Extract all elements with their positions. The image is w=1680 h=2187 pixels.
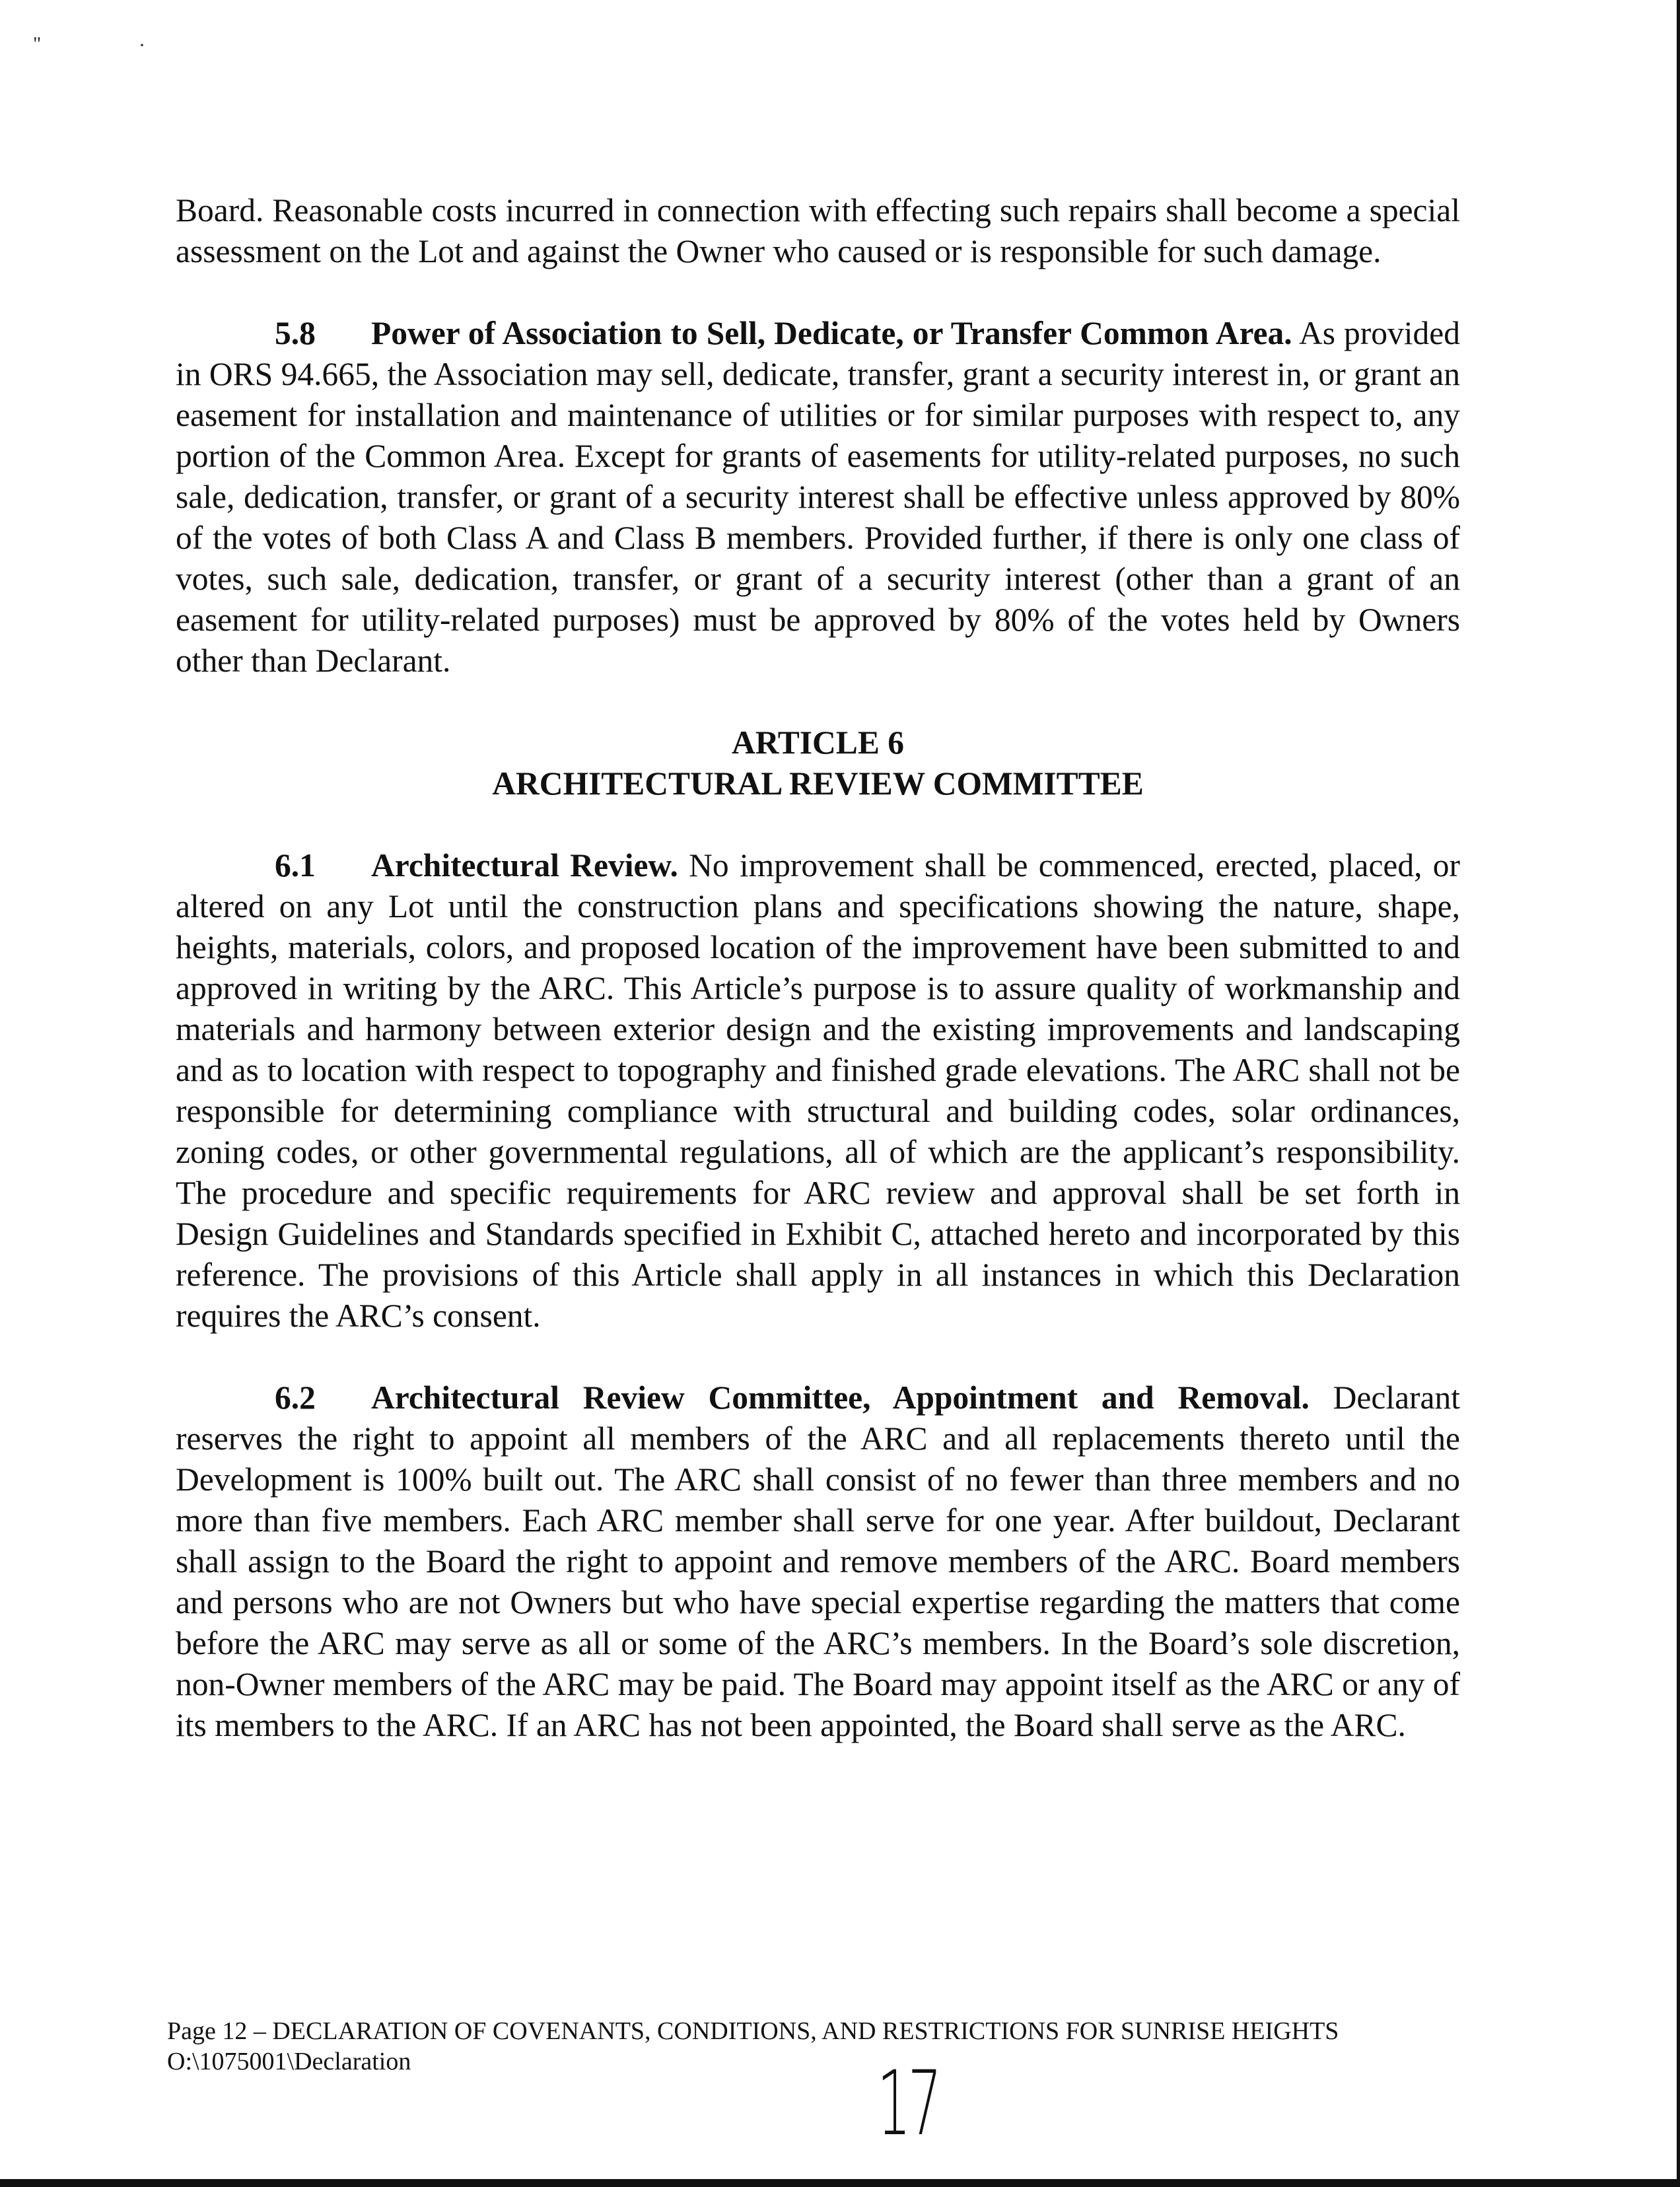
article-number: ARTICLE 6 — [732, 724, 904, 761]
section-number: 6.2 — [275, 1379, 316, 1416]
section-6-2 — [176, 1377, 1460, 1746]
section-5-8 — [176, 313, 1460, 681]
handwritten-page-number: 17 — [877, 2052, 939, 2155]
scan-mark: " — [33, 33, 42, 55]
continuation-paragraph: Board. Reasonable costs incurred in connection with effecting such repairs shall become a special assessment on the Lot and against the Owner who caused or is responsible for such damage. — [176, 192, 1460, 269]
article-title: ARCHITECTURAL REVIEW COMMITTEE — [492, 765, 1144, 802]
scan-mark: · — [139, 34, 145, 56]
document-body — [176, 190, 1460, 1746]
footer-file-path: O:\1075001\Declaration — [167, 2048, 411, 2075]
footer-page-title: Page 12 – DECLARATION OF COVENANTS, CONDITIONS, AND RESTRICTIONS FOR SUNRISE HEIGHTS — [167, 2017, 1339, 2045]
section-title: Architectural Review. — [371, 847, 678, 884]
section-text: Declarant reserves the right to appoint all members of the ARC and all replacements thereto until the Development is 100% built out. The ARC shall consist of no fewer than three members and no more than five members. Each ARC member shall serve for one year. After buildout, Declarant shall assign to the Board the right to appoint and remove members of the ARC. Board members and persons who are not Owners but who have special expertise regarding the matters that come before the ARC may serve as all or some of the ARC’s members. In the Board’s sole discretion, non-Owner members of the ARC may be paid. The Board may appoint itself as the ARC or any of its members to the ARC. If an ARC has not been appointed, the Board shall serve as the ARC. — [176, 1379, 1461, 1743]
section-number: 5.8 — [275, 315, 316, 351]
section-text: As provided in ORS 94.665, the Association may sell, dedicate, transfer, grant a security interest in, or grant an easement for installation and maintenance of utilities or for similar purposes with respect to, any portion of the Common Area. Except for grants of easements for utility-related purposes, no such sale, dedication, transfer, or grant of a security interest shall be effective unless approved by 80% of the votes of both Class A and Class B members. Provided further, if there is only one class of votes, such sale, dedication, transfer, or grant of a security interest (other than a grant of an easement for utility-related purposes) must be approved by 80% of the votes held by Owners other than Declarant. — [176, 315, 1460, 679]
article-heading — [176, 722, 1460, 804]
page-footer — [167, 2016, 1339, 2077]
section-number: 6.1 — [275, 847, 316, 884]
section-title: Architectural Review Committee, Appointment and Removal. — [371, 1379, 1310, 1416]
section-6-1 — [176, 845, 1460, 1336]
section-text: No improvement shall be commenced, erected, placed, or altered on any Lot until the construction plans and specifications showing the nature, shape, heights, materials, colors, and proposed location of the improvement have been submitted to and approved in writing by the ARC. This Article’s purpose is to assure quality of workmanship and materials and harmony between exterior design and the existing improvements and landscaping and as to location with respect to topography and finished grade elevations. The ARC shall not be responsible for determining compliance with structural and building codes, solar ordinances, zoning codes, or other governmental regulations, all of which are the applicant’s responsibility. The procedure and specific requirements for ARC review and approval shall be set forth in Design Guidelines and Standards specified in Exhibit C, attached hereto and incorporated by this reference. The provisions of this Article shall apply in all instances in which this Declaration requires the ARC’s consent. — [176, 847, 1460, 1334]
section-title: Power of Association to Sell, Dedicate, or Transfer Common Area. — [371, 315, 1292, 351]
